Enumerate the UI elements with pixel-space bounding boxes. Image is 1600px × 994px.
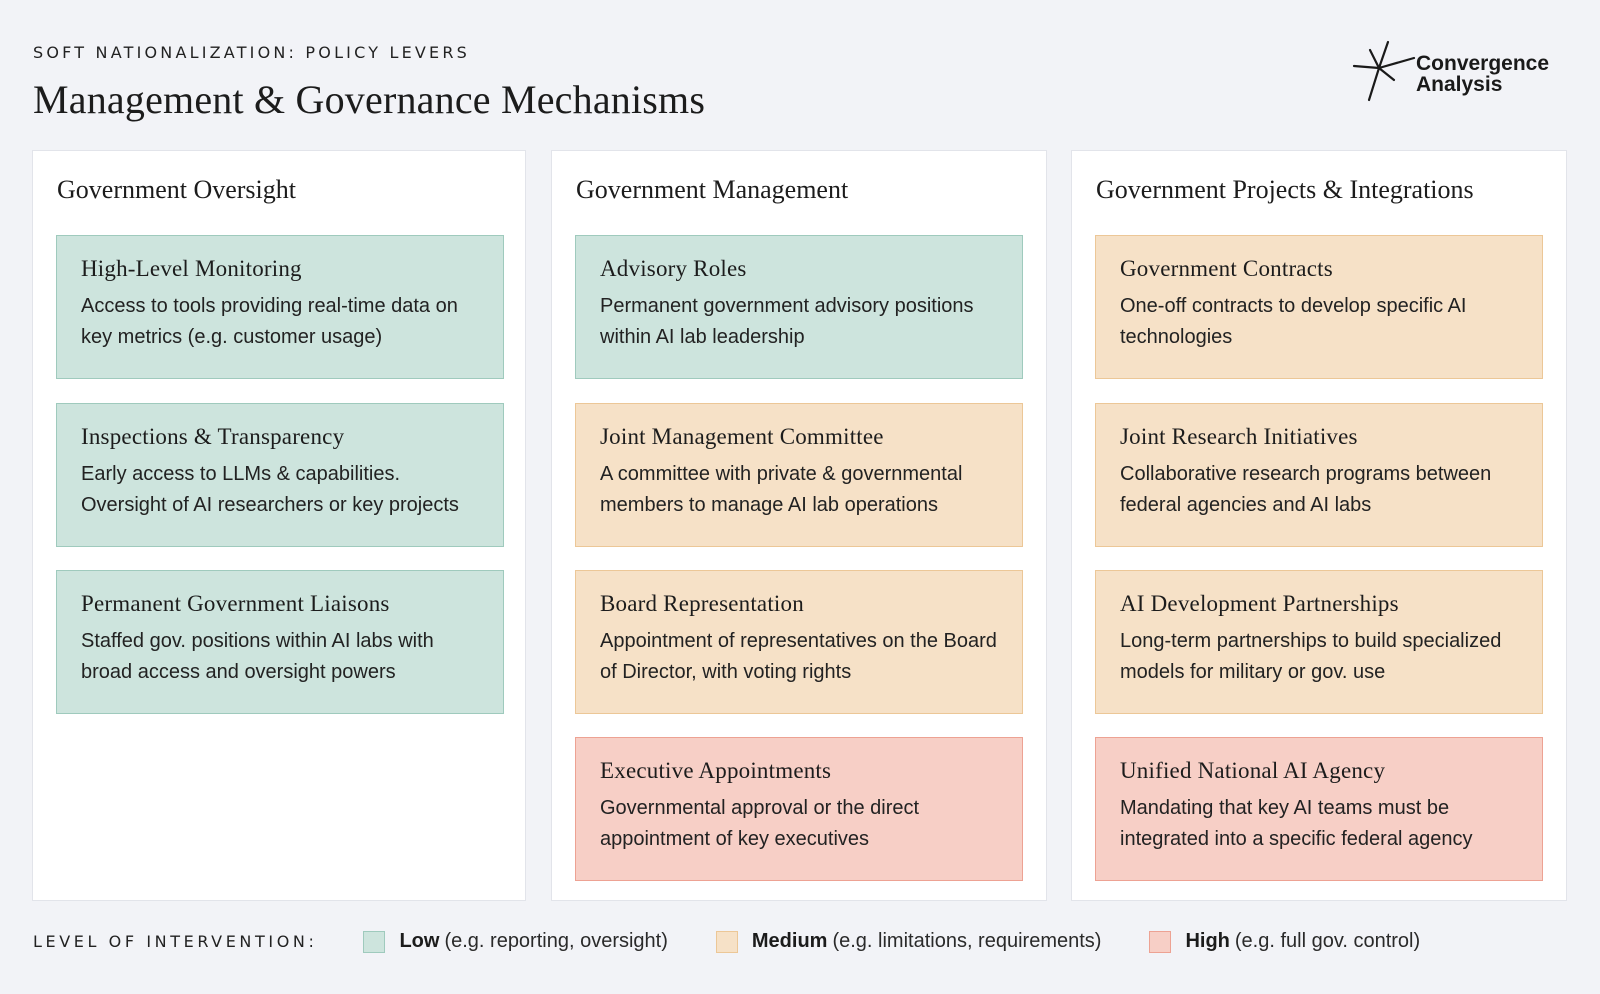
card-description: One-off contracts to develop specific AI technologies [1120, 295, 1467, 348]
card-title: Joint Management Committee [600, 424, 884, 449]
card-title: Permanent Government Liaisons [81, 591, 390, 616]
card-title: Advisory Roles [600, 256, 747, 281]
card-advisory-roles [575, 235, 1023, 379]
column-title: Government Oversight [57, 175, 297, 204]
eyebrow-label: SOFT NATIONALIZATION: POLICY LEVERS [33, 43, 471, 62]
column-government-oversight [32, 150, 526, 901]
column-title: Government Projects & Integrations [1096, 175, 1474, 204]
starburst-logo-icon [1352, 40, 1422, 106]
card-board-representation [575, 570, 1023, 714]
legend-description: (e.g. full gov. control) [1234, 930, 1421, 952]
card-description: Access to tools providing real-time data on key metrics (e.g. customer usage) [81, 295, 458, 348]
card-joint-research-initiatives [1095, 403, 1543, 547]
legend-item-low [363, 930, 667, 953]
logo-line-2: Analysis [1416, 73, 1503, 96]
column-title: Government Management [576, 175, 849, 204]
card-executive-appointments [575, 737, 1023, 881]
legend-name: Medium [751, 930, 828, 952]
legend-label: LEVEL OF INTERVENTION: [33, 932, 318, 951]
card-unified-national-ai-agency [1095, 737, 1543, 881]
card-title: Joint Research Initiatives [1120, 424, 1358, 449]
card-title: Unified National AI Agency [1120, 758, 1386, 783]
card-description: Appointment of representatives on the Board of Director, with voting rights [600, 630, 997, 683]
card-inspections-transparency [56, 403, 504, 547]
card-title: Board Representation [600, 591, 804, 616]
legend-description: (e.g. limitations, requirements) [832, 930, 1102, 952]
legend-swatch-medium [716, 931, 738, 953]
card-description: Collaborative research programs between federal agencies and AI labs [1120, 463, 1492, 516]
card-description: Permanent government advisory positions within AI lab leadership [600, 295, 974, 348]
card-high-level-monitoring [56, 235, 504, 379]
legend-item-medium [716, 930, 1102, 953]
card-ai-development-partnerships [1095, 570, 1543, 714]
header [33, 43, 705, 123]
card-description: Early access to LLMs & capabilities. Oversight of AI researchers or key projects [81, 463, 459, 516]
column-government-projects-integrations [1071, 150, 1567, 901]
card-description: Governmental approval or the direct appointment of key executives [600, 797, 920, 850]
logo-wordmark [1416, 53, 1549, 95]
legend-swatch-high [1149, 931, 1171, 953]
card-government-contracts [1095, 235, 1543, 379]
card-description: Long-term partnerships to build specialized models for military or gov. use [1120, 630, 1502, 683]
legend-item-high [1149, 930, 1420, 953]
legend-name: Low [399, 930, 440, 952]
legend-description: (e.g. reporting, oversight) [444, 930, 668, 952]
convergence-analysis-logo [1352, 40, 1549, 106]
legend-swatch-low [363, 931, 385, 953]
card-title: Government Contracts [1120, 256, 1333, 281]
card-joint-management-committee [575, 403, 1023, 547]
card-title: Inspections & Transparency [81, 424, 345, 449]
card-permanent-government-liaisons [56, 570, 504, 714]
card-title: Executive Appointments [600, 758, 832, 783]
card-title: AI Development Partnerships [1120, 591, 1399, 616]
page-title: Management & Governance Mechanisms [33, 77, 706, 122]
logo-line-1: Convergence [1416, 52, 1550, 75]
card-description: A committee with private & governmental members to manage AI lab operations [600, 463, 963, 516]
card-description: Staffed gov. positions within AI labs with broad access and oversight powers [81, 630, 434, 683]
legend-name: High [1185, 930, 1230, 952]
column-government-management [551, 150, 1047, 901]
card-description: Mandating that key AI teams must be integrated into a specific federal agency [1120, 797, 1473, 850]
card-title: High-Level Monitoring [81, 256, 302, 281]
legend [33, 930, 1468, 953]
